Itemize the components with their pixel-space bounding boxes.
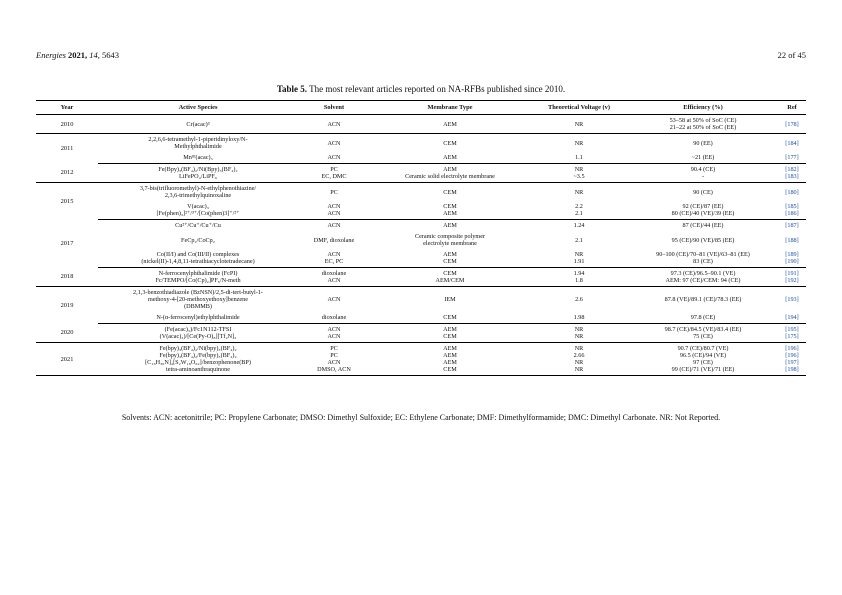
- solvent-cell: [298, 115, 370, 134]
- active-species-line: N-(α-ferrocenyl)ethylphthalimide: [156, 314, 240, 321]
- active-species-cell: [98, 115, 298, 134]
- table-row: [36, 312, 806, 324]
- year-cell: 2010: [36, 115, 98, 134]
- solvent-line: ACN: [327, 296, 341, 303]
- active-species-cell: [98, 268, 298, 287]
- solvent-line: ACN: [327, 139, 341, 147]
- efficiency-line: 90.7 (CE)/80.7 (VE): [677, 345, 729, 352]
- ref-link[interactable]: [177]: [785, 154, 799, 161]
- efficiency-cell: [628, 220, 778, 232]
- active-species-line: tetra-aminoanthraquinone: [166, 366, 230, 373]
- membrane-line: AEM: [443, 154, 457, 161]
- solvent-line: DMF, dioxolane: [313, 236, 355, 244]
- voltage-line: ~3.5: [573, 173, 585, 180]
- efficiency-line: 21–22 at 50% of SoC (EE): [669, 124, 737, 131]
- efficiency-line: 96.5 (CE)/94 (VE): [679, 352, 727, 359]
- membrane-line: CEM: [443, 270, 457, 277]
- ref-cell: [778, 287, 806, 313]
- active-species-cell: [98, 183, 298, 202]
- efficiency-cell: [628, 324, 778, 343]
- efficiency-cell: [628, 201, 778, 220]
- ref-cell: [778, 201, 806, 220]
- page-number: 22 of 45: [777, 50, 806, 60]
- efficiency-line: ~21 (EE): [691, 154, 715, 161]
- solvent-line: PC: [330, 166, 338, 173]
- ref-link[interactable]: [185]: [785, 203, 799, 210]
- ref-link[interactable]: [189]: [785, 251, 799, 258]
- solvent-cell: [298, 231, 370, 249]
- ref-link[interactable]: [192]: [785, 277, 799, 284]
- table-row: [36, 164, 806, 183]
- efficiency-cell: [628, 287, 778, 313]
- ref-cell: [778, 115, 806, 134]
- voltage-line: NR: [574, 251, 584, 258]
- efficiency-line: 90 (CE): [693, 188, 713, 196]
- active-species-cell: [98, 343, 298, 376]
- membrane-line: AEM: [443, 359, 457, 366]
- solvent-line: EC, PC: [324, 258, 344, 265]
- active-species-line: [C₁₆H₃₆N]₄[S₂W₁₈O₆₂]/benzophenone(BP): [145, 359, 251, 366]
- voltage-line: 2.1: [575, 236, 583, 244]
- ref-link[interactable]: [182]: [785, 166, 799, 173]
- efficiency-line: 90 (EE): [693, 139, 713, 147]
- solvent-line: ACN: [327, 210, 341, 217]
- solvent-line: ACN: [327, 277, 341, 284]
- solvent-cell: [298, 312, 370, 324]
- article-number: 5643: [102, 50, 120, 60]
- year-cell: 2018: [36, 268, 98, 287]
- column-header-voltage: Theoretical Voltage (v): [530, 101, 628, 115]
- voltage-line: NR: [574, 359, 584, 366]
- efficiency-line: 97 (CE): [693, 359, 713, 366]
- solvent-line: PC: [330, 352, 338, 359]
- ref-link[interactable]: [196]: [785, 345, 799, 352]
- active-species-line: LiFePO₄/LiPF₆: [178, 173, 217, 180]
- solvent-cell: [298, 201, 370, 220]
- ref-link[interactable]: [196]: [785, 352, 799, 359]
- year-cell: 2012: [36, 164, 98, 183]
- solvent-line: ACN: [327, 154, 341, 161]
- journal-volume: 14,: [89, 50, 100, 60]
- solvent-cell: [298, 134, 370, 153]
- ref-link[interactable]: [188]: [785, 236, 799, 244]
- ref-link[interactable]: [197]: [785, 359, 799, 366]
- solvent-line: ACN: [327, 326, 341, 333]
- voltage-line: 1.91: [573, 258, 585, 265]
- voltage-line: 1.1: [575, 154, 583, 161]
- active-species-cell: [98, 164, 298, 183]
- efficiency-line: 87.8 (VE)/89.1 (CE)/78.3 (EE): [664, 296, 742, 303]
- table-row: [36, 220, 806, 232]
- efficiency-cell: [628, 134, 778, 153]
- active-species-line: Mnᴵᴵᴵ(acac)₃: [183, 154, 213, 161]
- ref-cell: [778, 164, 806, 183]
- membrane-cell: [370, 115, 530, 134]
- voltage-line: NR: [574, 345, 584, 352]
- table-row: [36, 249, 806, 268]
- membrane-cell: [370, 312, 530, 324]
- active-species-cell: [98, 201, 298, 220]
- membrane-cell: [370, 343, 530, 376]
- voltage-cell: [530, 164, 628, 183]
- active-species-line: Fe(bpy)₃(BF₄)₂/Ni(bpy)₃(BF₄)₂: [159, 345, 237, 352]
- membrane-line: CEM: [443, 258, 457, 265]
- voltage-cell: [530, 220, 628, 232]
- ref-link[interactable]: [194]: [785, 314, 799, 321]
- membrane-cell: [370, 183, 530, 202]
- efficiency-line: 98.7 (CE)/84.5 (VE)/83.4 (EE): [664, 326, 742, 333]
- column-header-efficiency: Efficiency (%): [628, 101, 778, 115]
- active-species-line: Fe(Bpy)₃(BF₄)₂/Ni(Bpy)₃(BF₄)₂: [158, 166, 238, 173]
- active-species-cell: [98, 249, 298, 268]
- membrane-cell: [370, 268, 530, 287]
- solvent-cell: [298, 343, 370, 376]
- solvent-line: dioxolane: [321, 314, 347, 321]
- voltage-line: NR: [574, 366, 584, 373]
- solvent-line: ACN: [327, 222, 341, 229]
- table-caption-text: The most relevant articles reported on NA-RFBs published since 2010.: [309, 84, 566, 94]
- efficiency-cell: [628, 343, 778, 376]
- table-label: Table 5.: [276, 84, 308, 94]
- efficiency-cell: [628, 115, 778, 134]
- membrane-line: CEM: [443, 203, 457, 210]
- active-species-line: Fc/TEMPO/[Co(Cp)₂]PF₆/N-meth: [155, 277, 241, 284]
- ref-cell: [778, 249, 806, 268]
- efficiency-line: 99 (CE)/71 (VE)/71 (EE): [671, 366, 735, 373]
- table-row: [36, 134, 806, 153]
- solvent-line: PC: [330, 345, 338, 352]
- ref-link[interactable]: [175]: [785, 333, 799, 340]
- active-species-cell: [98, 231, 298, 249]
- ref-cell: [778, 183, 806, 202]
- column-header-solvent: Solvent: [298, 101, 370, 115]
- membrane-cell: [370, 287, 530, 313]
- ref-cell: [778, 324, 806, 343]
- membrane-line: CEM: [443, 314, 457, 321]
- table-body: [36, 115, 806, 376]
- active-species-cell: [98, 324, 298, 343]
- solvent-cell: [298, 268, 370, 287]
- solvent-line: dioxolane: [321, 270, 347, 277]
- efficiency-cell: [628, 249, 778, 268]
- efficiency-cell: [628, 312, 778, 324]
- membrane-cell: [370, 152, 530, 164]
- solvent-line: EC, DMC: [321, 173, 347, 180]
- solvent-line: ACN: [327, 251, 341, 258]
- table-row: [36, 201, 806, 220]
- active-species-line: V(acac)₃: [187, 203, 209, 210]
- active-species-cell: [98, 134, 298, 153]
- voltage-cell: [530, 115, 628, 134]
- membrane-cell: [370, 164, 530, 183]
- voltage-line: NR: [574, 188, 584, 196]
- table-row: [36, 231, 806, 249]
- solvent-cell: [298, 324, 370, 343]
- journal-name: Energies: [36, 50, 66, 60]
- membrane-cell: [370, 201, 530, 220]
- ref-cell: [778, 220, 806, 232]
- voltage-line: NR: [574, 120, 584, 128]
- membrane-line: CEM: [443, 366, 457, 373]
- solvent-cell: [298, 220, 370, 232]
- active-species-cell: [98, 312, 298, 324]
- ref-cell: [778, 231, 806, 249]
- nrfb-articles-table: [36, 100, 806, 376]
- voltage-line: 2.6: [575, 296, 583, 303]
- ref-link[interactable]: [193]: [785, 296, 799, 303]
- year-cell: 2019: [60, 301, 74, 309]
- efficiency-line: 83 (CE): [693, 258, 713, 265]
- membrane-line: AEM: [443, 326, 457, 333]
- active-species-line: (Fe(acac)₃)/Fc1N112-TFSI: [164, 326, 232, 333]
- active-species-line: N-ferrocenylphthalimide (FcPI): [158, 270, 238, 277]
- membrane-line: AEM: [443, 251, 457, 258]
- voltage-cell: [530, 343, 628, 376]
- solvent-cell: [298, 287, 370, 313]
- membrane-line: AEM/CEM: [435, 277, 465, 284]
- ref-link[interactable]: [191]: [785, 270, 799, 277]
- membrane-line: AEM: [443, 345, 457, 352]
- table-row: [36, 152, 806, 164]
- ref-link[interactable]: [178]: [785, 120, 799, 128]
- solvent-cell: [298, 164, 370, 183]
- ref-link[interactable]: [198]: [785, 366, 799, 373]
- solvent-cell: [298, 249, 370, 268]
- voltage-cell: [530, 324, 628, 343]
- active-species-line: (DBMMB): [184, 303, 212, 310]
- running-header-citation: [36, 50, 119, 60]
- table-row: [36, 268, 806, 287]
- year-cell: 2021: [36, 343, 98, 376]
- membrane-cell: [370, 134, 530, 153]
- column-header-ref: Ref: [778, 101, 806, 115]
- solvent-line: ACN: [327, 120, 341, 128]
- active-species-cell: [98, 287, 298, 313]
- efficiency-line: 97.8 (CE): [690, 314, 716, 321]
- membrane-cell: [370, 324, 530, 343]
- column-header-active-species: Active Species: [98, 101, 298, 115]
- membrane-line: AEM: [443, 120, 457, 128]
- efficiency-line: 53–58 at 50% of SoC (CE): [669, 117, 737, 124]
- active-species-line: 3,7-bis(trifluoromethyl)-N-ethylphenothiazine/: [139, 185, 257, 192]
- year-cell: 2017: [60, 240, 74, 247]
- membrane-line: CEM: [443, 333, 457, 340]
- membrane-line: AEM: [443, 222, 457, 229]
- active-species-cell: [98, 220, 298, 232]
- voltage-cell: [530, 312, 628, 324]
- membrane-cell: [370, 220, 530, 232]
- membrane-line: Ceramic composite polymer: [414, 233, 486, 240]
- active-species-line: (V(acac)₃)/[Ce(Py-O)₈][Tf₂N]₃: [159, 333, 237, 340]
- year-cell: 2020: [36, 324, 98, 343]
- active-species-line: 2,1,3-benzothiadiazole (BzNSN)/2,5-di-tert-butyl-1-: [133, 289, 263, 296]
- membrane-line: AEM: [443, 352, 457, 359]
- membrane-cell: [370, 249, 530, 268]
- ref-cell: [778, 134, 806, 153]
- table-row: [36, 324, 806, 343]
- ref-link[interactable]: [195]: [785, 326, 799, 333]
- solvent-line: ACN: [327, 333, 341, 340]
- voltage-line: NR: [574, 326, 584, 333]
- voltage-line: NR: [574, 139, 584, 147]
- table-footnote: Solvents: ACN: acetonitrile; PC: Propylene Carbonate; DMSO: Dimethyl Sulfoxide; EC: Ethylene Carbonate; DMF: Dimethylformamide; DMC: Dimethyl Carbonate. NR: Not Reported.: [121, 413, 721, 422]
- solvent-cell: [298, 152, 370, 164]
- solvent-line: ACN: [327, 359, 341, 366]
- active-species-line: Methylphthalimide: [174, 143, 222, 150]
- ref-link[interactable]: [183]: [785, 173, 799, 180]
- ref-link[interactable]: [184]: [785, 139, 799, 147]
- active-species-line: Cr(acac)³: [186, 120, 210, 128]
- active-species-line: (nickel(II)-1,4,8,11-tetrathiacyclotetradecane): [141, 258, 255, 265]
- table-caption: [0, 84, 842, 94]
- table-row: [36, 183, 806, 202]
- membrane-line: AEM: [443, 210, 457, 217]
- ref-link[interactable]: [180]: [785, 188, 799, 196]
- active-species-line: FeCp₂/CoCp₂: [181, 236, 215, 244]
- table-row: [36, 287, 806, 313]
- voltage-cell: [530, 201, 628, 220]
- efficiency-cell: [628, 164, 778, 183]
- table-row: [36, 343, 806, 376]
- efficiency-cell: [628, 231, 778, 249]
- active-species-line: Fe(bpy)₃(BF₄)₂/Fe(bpy)₃(BF₄)₂: [159, 352, 237, 359]
- active-species-line: Co(II/I) and Co(III/II) complexes: [156, 251, 240, 258]
- membrane-line: Ceramic solid electrolyte membrane: [405, 173, 495, 180]
- voltage-cell: [530, 268, 628, 287]
- column-header-membrane-type: Membrane Type: [370, 101, 530, 115]
- ref-cell: [778, 343, 806, 376]
- solvent-line: PC: [330, 188, 338, 196]
- voltage-line: 2.1: [575, 210, 583, 217]
- membrane-line: AEM: [443, 166, 457, 173]
- journal-year: 2021,: [68, 50, 88, 60]
- voltage-cell: [530, 152, 628, 164]
- efficiency-cell: [628, 152, 778, 164]
- ref-cell: [778, 152, 806, 164]
- voltage-cell: [530, 287, 628, 313]
- voltage-line: 2.2: [575, 203, 583, 210]
- membrane-line: IEM: [444, 296, 456, 303]
- voltage-line: NR: [574, 166, 584, 173]
- efficiency-line: -: [701, 173, 705, 180]
- solvent-line: ACN: [327, 203, 341, 210]
- efficiency-cell: [628, 268, 778, 287]
- membrane-cell: [370, 231, 530, 249]
- membrane-line: CEM: [443, 139, 457, 147]
- solvent-cell: [298, 183, 370, 202]
- voltage-cell: [530, 183, 628, 202]
- column-header-year: Year: [36, 101, 98, 115]
- ref-link[interactable]: [186]: [785, 210, 799, 217]
- ref-link[interactable]: [190]: [785, 258, 799, 265]
- voltage-line: 1.98: [573, 314, 585, 321]
- voltage-line: 2.66: [573, 352, 585, 359]
- efficiency-line: 90–100 (CE)/70–81 (VE)/63–81 (EE): [656, 251, 750, 258]
- solvent-line: DMSO, ACN: [317, 366, 351, 373]
- voltage-line: 1.24: [573, 222, 585, 229]
- efficiency-line: AEM: 97 (CE)/CEM: 94 (CE): [665, 277, 741, 284]
- voltage-cell: [530, 134, 628, 153]
- voltage-cell: [530, 249, 628, 268]
- efficiency-line: 80 (CE)/40 (VE)/39 (EE): [671, 210, 735, 217]
- table-row: [36, 115, 806, 134]
- active-species-line: 2,3,6-trimethylquinoxaline: [164, 192, 232, 199]
- voltage-cell: [530, 231, 628, 249]
- ref-cell: [778, 312, 806, 324]
- year-cell: 2015: [60, 197, 74, 205]
- voltage-line: 1.8: [575, 277, 583, 284]
- efficiency-line: 90.4 (CE): [690, 166, 716, 173]
- efficiency-line: 95 (CE)/90 (VE)/85 (EE): [671, 236, 735, 244]
- active-species-line: 2,2,6,6-tetramethyl-1-piperidinyloxy/N-: [148, 136, 248, 143]
- table-header-row: [36, 101, 806, 115]
- active-species-line: Cu²⁺/Cu⁺/Cu⁺/Cu: [175, 222, 221, 229]
- ref-link[interactable]: [187]: [785, 222, 799, 229]
- year-cell: 2011: [60, 145, 74, 153]
- ref-cell: [778, 268, 806, 287]
- active-species-line: methoxy-4-[20-methoxyethoxy]benzene: [148, 296, 248, 303]
- active-species-line: [Fe(phen)₃]²⁺/³⁺/[Co(phen)3]⁺/²⁺: [156, 210, 240, 217]
- efficiency-line: 87 (CE)/44 (EE): [682, 222, 724, 229]
- active-species-cell: [98, 152, 298, 164]
- efficiency-line: 97.3 (CE)/96.5–90.1 (VE): [670, 270, 736, 277]
- efficiency-line: 75 (CE): [693, 333, 713, 340]
- voltage-line: NR: [574, 333, 584, 340]
- voltage-line: 1.94: [573, 270, 585, 277]
- membrane-line: electrolyte membrane: [423, 240, 477, 247]
- efficiency-cell: [628, 183, 778, 202]
- efficiency-line: 92 (CE)/87 (EE): [682, 203, 724, 210]
- membrane-line: CEM: [443, 188, 457, 196]
